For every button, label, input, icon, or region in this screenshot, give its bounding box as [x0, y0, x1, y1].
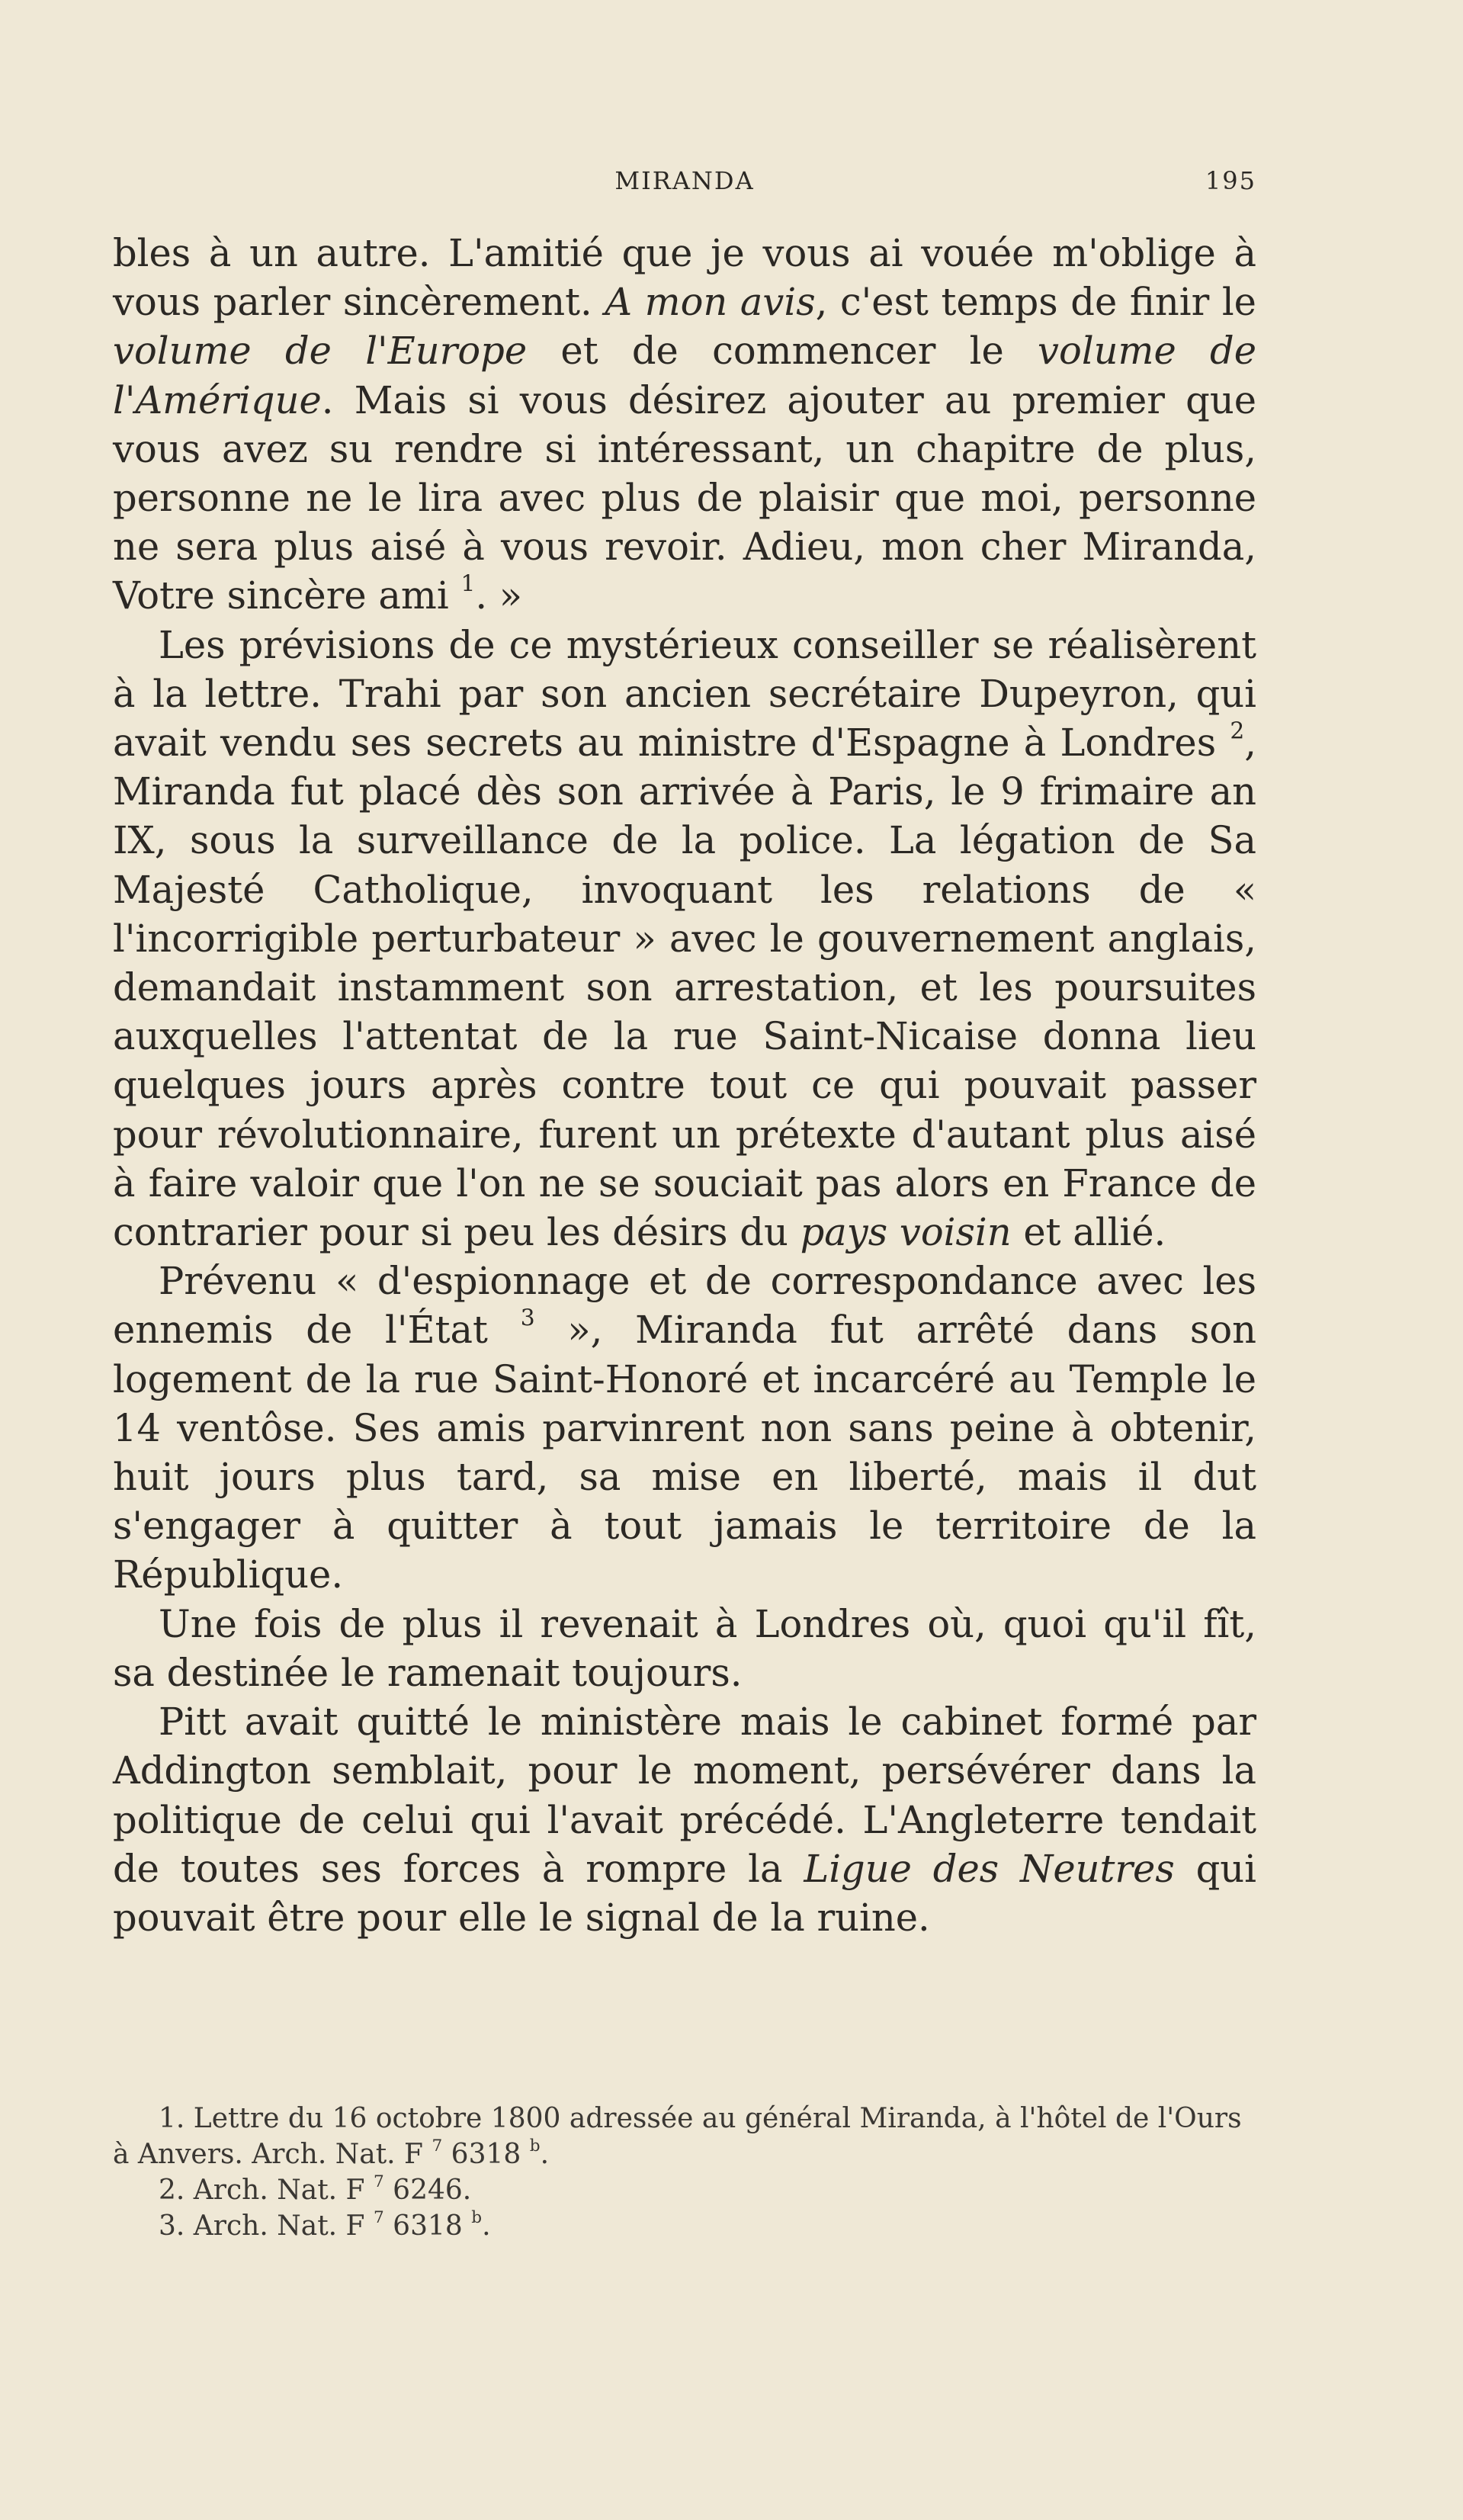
text-run: . [482, 2210, 491, 2242]
text-run: , Miranda fut placé dès son arrivée à Paris, le 9 frimaire an IX, sous la surveillance de la police. La légation de Sa Majesté Catholique, invoquant les relations de « l'incorrigible perturbateur » avec le gouvernement anglais, demandait instamment son arrestation, et les poursuites auxquelles l'attentat de la rue Saint-Nicaise donna lieu quelques jours après contre tout ce qui pouvait passer pour révolutionnaire, furent un prétexte d'autant plus aisé à faire valoir que l'on ne se souciait pas alors en France de contrarier pour si peu les désirs du [113, 721, 1256, 1255]
italic-text: A mon avis [605, 280, 816, 325]
paragraph [113, 1600, 1256, 1697]
footnote-ref: 1 [460, 571, 476, 599]
text-run: bles à un autre. L'amitié que je vous ai vouée m'oblige à vous parler sincèrement. [113, 231, 1256, 325]
running-title: MIRANDA [614, 166, 755, 195]
text-run: Une fois de plus il revenait à Londres où, quoi qu'il fît, sa destinée le ramenait toujours. [113, 1601, 1256, 1695]
paragraph [113, 1697, 1256, 1942]
running-head [113, 166, 1256, 204]
footnote [113, 2172, 1256, 2208]
italic-text: volume de l'Amérique [113, 329, 1257, 422]
footnote-ref: 7 [373, 2172, 384, 2191]
italic-text: Ligue des Neutres [804, 1846, 1175, 1891]
text-run: Les prévisions de ce mystérieux conseiller se réalisèrent à la lettre. Trahi par son ancien secrétaire Dupeyron, qui avait vendu ses secrets au ministre d'Espagne à Londres [113, 622, 1256, 766]
text-run: », Miranda fut arrêté dans son logement de la rue Saint-Honoré et incarcéré au Temple le 14 ventôse. Ses amis parvinrent non sans peine à obtenir, huit jours plus tard, sa mise en liberté, mais il dut s'engager à quitter à tout jamais le territoire de la République. [113, 1308, 1257, 1597]
body-text [113, 229, 1256, 1942]
text-run: . [540, 2139, 550, 2170]
italic-text: pays voisin [800, 1210, 1012, 1255]
text-run: 6318 [442, 2139, 530, 2170]
text-run: 6246. [383, 2175, 472, 2206]
text-run: 1. Lettre du 16 octobre 1800 adressée au général Miranda, à l'hôtel de l'Ours à Anvers. Arch. Nat. F [113, 2103, 1242, 2170]
footnote [113, 2101, 1256, 2172]
italic-text: volume de l'Europe [113, 329, 528, 374]
text-run: . » [475, 573, 523, 618]
paragraph [113, 229, 1256, 621]
text-run: 2. Arch. Nat. F [159, 2175, 374, 2206]
text-run: 6318 [383, 2210, 472, 2242]
paragraph [113, 1257, 1256, 1599]
text-run: et de commencer le [527, 329, 1038, 374]
text-run: et allié. [1011, 1210, 1166, 1255]
footnote-ref: 7 [432, 2136, 443, 2156]
text-run: , c'est temps de finir le [815, 280, 1256, 325]
footnote-ref: b [529, 2136, 541, 2156]
footnote [113, 2208, 1256, 2244]
text-run: Pitt avait quitté le ministère mais le cabinet formé par Addington semblait, pour le moment, persévérer dans la politique de celui qui l'avait précédé. L'Angleterre tendait de toutes ses forces à rompre la [113, 1700, 1256, 1891]
text-run: qui pouvait être pour elle le signal de la ruine. [113, 1846, 1257, 1940]
footnote-ref: 7 [373, 2207, 384, 2227]
footnotes [113, 2101, 1256, 2244]
page-number: 195 [1205, 166, 1256, 195]
footnote-ref: b [471, 2207, 483, 2227]
text-run: Prévenu « d'espionnage et de correspondance avec les ennemis de l'État [113, 1259, 1256, 1353]
footnote-ref: 2 [1230, 717, 1245, 745]
paragraph [113, 621, 1256, 1257]
text-run: 3. Arch. Nat. F [159, 2210, 374, 2242]
footnote-ref: 3 [520, 1305, 535, 1333]
text-run: . Mais si vous désirez ajouter au premier que vous avez su rendre si intéressant, un chapitre de plus, personne ne le lira avec plus de plaisir que moi, personne ne sera plus aisé à vous revoir. Adieu, mon cher Miranda, Votre sincère ami [113, 377, 1256, 618]
